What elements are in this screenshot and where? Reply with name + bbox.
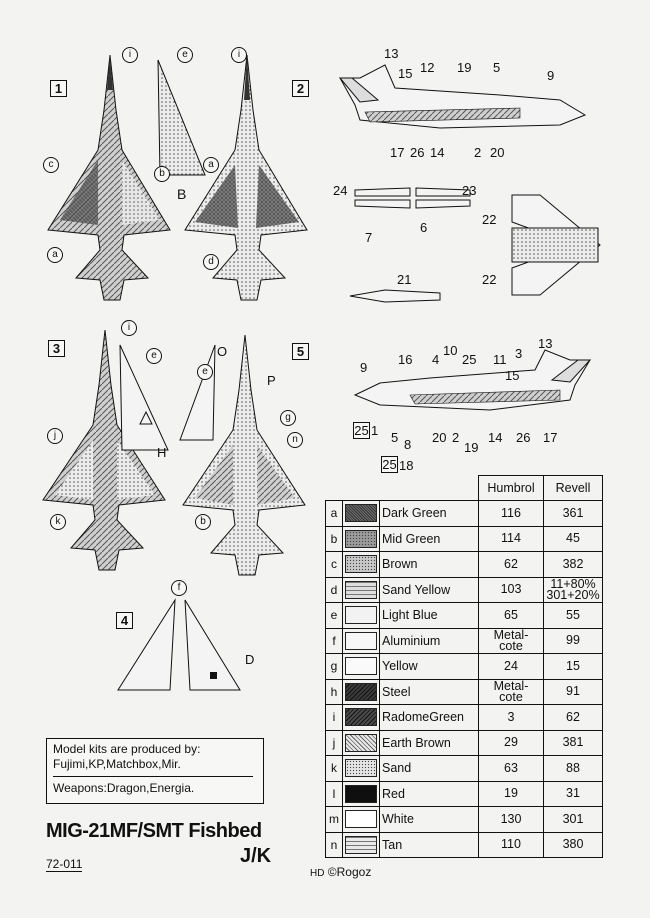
callout: 11 — [493, 352, 507, 367]
humbrol-value — [479, 705, 544, 731]
humbrol-line1: 63 — [504, 760, 518, 775]
paint-letter: b — [326, 526, 343, 552]
callout: 22 — [482, 212, 497, 227]
humbrol-line2: cote — [499, 638, 523, 653]
callout: 3 — [515, 346, 523, 361]
swatch-box — [345, 810, 377, 828]
paint-swatch — [343, 832, 380, 858]
fins-view-4 — [118, 600, 240, 690]
paint-name: Mid Green — [380, 526, 479, 552]
revell-line1: 301 — [562, 811, 584, 826]
revell-value — [544, 679, 603, 705]
paint-swatch — [343, 679, 380, 705]
callout: 2 — [452, 430, 460, 445]
humbrol-line1: 130 — [500, 811, 522, 826]
paint-letter: h — [326, 679, 343, 705]
credit — [310, 865, 371, 879]
revell-value — [544, 832, 603, 858]
divider — [53, 776, 253, 777]
paint-row — [326, 730, 603, 756]
swatch-box — [345, 759, 377, 777]
paint-name: Yellow — [380, 654, 479, 680]
callout: 19 — [464, 440, 479, 455]
letter-label: c — [43, 157, 59, 173]
revell-value — [544, 705, 603, 731]
diagram-number-2: 2 — [292, 80, 309, 97]
revell-value — [544, 654, 603, 680]
callout: 17 — [390, 145, 405, 160]
callout: 9 — [547, 68, 555, 83]
callout: 25 — [462, 352, 477, 367]
diagram-number-3: 3 — [48, 340, 65, 357]
callout: 1 — [371, 423, 379, 438]
callout: 5 — [493, 60, 501, 75]
revell-line1: 99 — [566, 633, 580, 648]
paint-name: White — [380, 807, 479, 833]
paint-letter: d — [326, 577, 343, 603]
paint-name: Brown — [380, 552, 479, 578]
letter-label: k — [50, 514, 66, 530]
humbrol-line1: 103 — [500, 582, 522, 597]
revell-value — [544, 526, 603, 552]
paint-name: Tan — [380, 832, 479, 858]
callout: 13 — [384, 46, 399, 61]
revell-line1: 361 — [562, 505, 584, 520]
callout: 7 — [365, 230, 373, 245]
paint-row — [326, 628, 603, 654]
letter-label: a — [47, 247, 63, 263]
paint-letter: c — [326, 552, 343, 578]
diagram-number-1: 1 — [50, 80, 67, 97]
paint-row — [326, 756, 603, 782]
callout: 22 — [482, 272, 497, 287]
swatch-box — [345, 734, 377, 752]
letter-label: e — [177, 47, 193, 63]
paint-row — [326, 603, 603, 629]
revell-line1: 382 — [562, 556, 584, 571]
swatch-box — [345, 530, 377, 548]
paint-swatch — [343, 552, 380, 578]
callout: 23 — [462, 183, 477, 198]
revell-line1: 380 — [562, 837, 584, 852]
callout: 2 — [474, 145, 482, 160]
revell-value — [544, 730, 603, 756]
callout: 16 — [398, 352, 413, 367]
callout: 9 — [360, 360, 368, 375]
callout: 20 — [490, 145, 505, 160]
note-line: Weapons:Dragon,Energia. — [53, 781, 195, 795]
humbrol-line1: 19 — [504, 786, 518, 801]
revell-line1: 381 — [562, 735, 584, 750]
swatch-box — [345, 683, 377, 701]
humbrol-line2: cote — [499, 689, 523, 704]
humbrol-value — [479, 603, 544, 629]
paint-name: Sand Yellow — [380, 577, 479, 603]
paint-letter: k — [326, 756, 343, 782]
revell-line1: 62 — [566, 709, 580, 724]
callout: 13 — [538, 336, 553, 351]
humbrol-value — [479, 781, 544, 807]
revell-value — [544, 781, 603, 807]
letter-label: e — [146, 348, 162, 364]
diagram-number-4: 4 — [116, 612, 133, 629]
kit-notes — [46, 738, 264, 804]
humbrol-value — [479, 526, 544, 552]
sheet-code: 72-011 — [46, 857, 83, 871]
sheet-title: MIG-21MF/SMT Fishbed — [46, 820, 262, 842]
paint-letter: g — [326, 654, 343, 680]
callout: 18 — [399, 458, 414, 473]
credit-text: ©Rogoz — [327, 865, 372, 879]
callout: 26 — [516, 430, 531, 445]
callout: 17 — [543, 430, 558, 445]
header-humbrol: Humbrol — [479, 476, 544, 501]
humbrol-value — [479, 654, 544, 680]
letter-label: f — [171, 580, 187, 596]
paint-name: Dark Green — [380, 501, 479, 527]
callout-box: 25 — [354, 423, 369, 438]
swatch-box — [345, 581, 377, 599]
paint-swatch — [343, 628, 380, 654]
callout: 5 — [391, 430, 399, 445]
paint-swatch — [343, 501, 380, 527]
humbrol-value — [479, 501, 544, 527]
paint-name: Steel — [380, 679, 479, 705]
letter-label: b — [195, 514, 211, 530]
wing-plan-view — [512, 195, 600, 295]
letter-label: j — [47, 428, 63, 444]
revell-value — [544, 577, 603, 603]
revell-line1: 91 — [566, 684, 580, 699]
revell-line1: 88 — [566, 760, 580, 775]
revell-line1: 11+80% — [550, 576, 596, 591]
callout: 10 — [443, 343, 458, 358]
revell-value — [544, 807, 603, 833]
paint-letter: f — [326, 628, 343, 654]
paint-name: Red — [380, 781, 479, 807]
fin-e-1 — [158, 60, 205, 175]
paint-row — [326, 781, 603, 807]
letter-label: e — [197, 364, 213, 380]
humbrol-value — [479, 807, 544, 833]
revell-line1: 15 — [566, 658, 580, 673]
callout-box: 25 — [382, 457, 397, 472]
paint-row — [326, 552, 603, 578]
revell-value — [544, 756, 603, 782]
revell-value — [544, 552, 603, 578]
revell-value — [544, 501, 603, 527]
callout: 19 — [457, 60, 472, 75]
callout: 20 — [432, 430, 447, 445]
letter-label: i — [122, 47, 138, 63]
revell-line2: 301+20% — [546, 587, 600, 602]
humbrol-line1: 114 — [501, 531, 521, 546]
humbrol-line1: 65 — [504, 607, 518, 622]
swatch-box — [345, 708, 377, 726]
humbrol-value — [479, 552, 544, 578]
paint-swatch — [343, 807, 380, 833]
humbrol-line1: 24 — [504, 658, 518, 673]
sheet-subtitle: J/K — [240, 845, 272, 867]
letter-label: O — [217, 344, 228, 359]
letter-label: b — [154, 166, 170, 182]
revell-value — [544, 603, 603, 629]
paint-row — [326, 832, 603, 858]
callout: 21 — [397, 272, 412, 287]
humbrol-line1: Metal- — [493, 678, 529, 693]
paint-name: RadomeGreen — [380, 705, 479, 731]
paint-letter: j — [326, 730, 343, 756]
letter-label: B — [177, 186, 187, 202]
callout: 14 — [488, 430, 503, 445]
paint-letter: i — [326, 705, 343, 731]
swatch-box — [345, 632, 377, 650]
header-revell: Revell — [544, 476, 603, 501]
paint-letter: l — [326, 781, 343, 807]
paint-row — [326, 654, 603, 680]
callout: 8 — [404, 437, 412, 452]
callout: 15 — [505, 368, 520, 383]
paint-swatch — [343, 654, 380, 680]
revell-line1: 55 — [566, 607, 580, 622]
note-line: Model kits are produced by: — [53, 742, 201, 756]
diagram-number-5: 5 — [292, 343, 309, 360]
callout: 14 — [430, 145, 445, 160]
paint-name: Sand — [380, 756, 479, 782]
paint-swatch — [343, 705, 380, 731]
humbrol-line1: 29 — [504, 735, 518, 750]
humbrol-line1: Metal- — [493, 627, 529, 642]
paint-name: Earth Brown — [380, 730, 479, 756]
paint-letter: e — [326, 603, 343, 629]
fin-e-5 — [180, 345, 215, 440]
paint-letter: m — [326, 807, 343, 833]
paint-swatch — [343, 756, 380, 782]
paint-swatch — [343, 577, 380, 603]
letter-label: i — [231, 47, 247, 63]
callout: 6 — [420, 220, 428, 235]
letter-label: g — [280, 410, 296, 426]
swatch-box — [345, 785, 377, 803]
paint-row — [326, 577, 603, 603]
paint-row — [326, 501, 603, 527]
swatch-box — [345, 657, 377, 675]
callout: 12 — [420, 60, 435, 75]
callout: 24 — [333, 183, 348, 198]
note-line: Fujimi,KP,Matchbox,Mir. — [53, 757, 181, 771]
letter-label: a — [203, 157, 219, 173]
letter-label: D — [245, 652, 255, 667]
callout: 26 — [410, 145, 425, 160]
paint-table — [325, 475, 603, 858]
swatch-box — [345, 836, 377, 854]
revell-line1: 45 — [566, 531, 580, 546]
paint-swatch — [343, 730, 380, 756]
callout: 4 — [432, 352, 440, 367]
humbrol-line1: 116 — [501, 505, 521, 520]
credit-mark: HD — [310, 868, 325, 879]
letter-label: n — [287, 432, 303, 448]
paint-row — [326, 679, 603, 705]
swatch-box — [345, 555, 377, 573]
letter-label: H — [157, 445, 167, 460]
humbrol-value — [479, 679, 544, 705]
letter-label: i — [121, 320, 137, 336]
paint-letter: n — [326, 832, 343, 858]
paint-row — [326, 807, 603, 833]
paint-row — [326, 705, 603, 731]
revell-line1: 31 — [566, 786, 580, 801]
paint-swatch — [343, 526, 380, 552]
humbrol-value — [479, 756, 544, 782]
paint-name: Light Blue — [380, 603, 479, 629]
humbrol-value — [479, 577, 544, 603]
humbrol-value — [479, 730, 544, 756]
paint-swatch — [343, 603, 380, 629]
humbrol-line1: 62 — [504, 556, 518, 571]
swatch-box — [345, 606, 377, 624]
letter-label: P — [267, 373, 276, 388]
fin-e-3 — [120, 345, 168, 450]
humbrol-value — [479, 832, 544, 858]
letter-label: d — [203, 254, 219, 270]
humbrol-line1: 110 — [501, 837, 521, 852]
revell-value — [544, 628, 603, 654]
callout: 15 — [398, 66, 413, 81]
paint-swatch — [343, 781, 380, 807]
paint-letter: a — [326, 501, 343, 527]
humbrol-value — [479, 628, 544, 654]
paint-name: Aluminium — [380, 628, 479, 654]
paint-row — [326, 526, 603, 552]
swatch-box — [345, 504, 377, 522]
humbrol-line1: 3 — [507, 709, 515, 724]
